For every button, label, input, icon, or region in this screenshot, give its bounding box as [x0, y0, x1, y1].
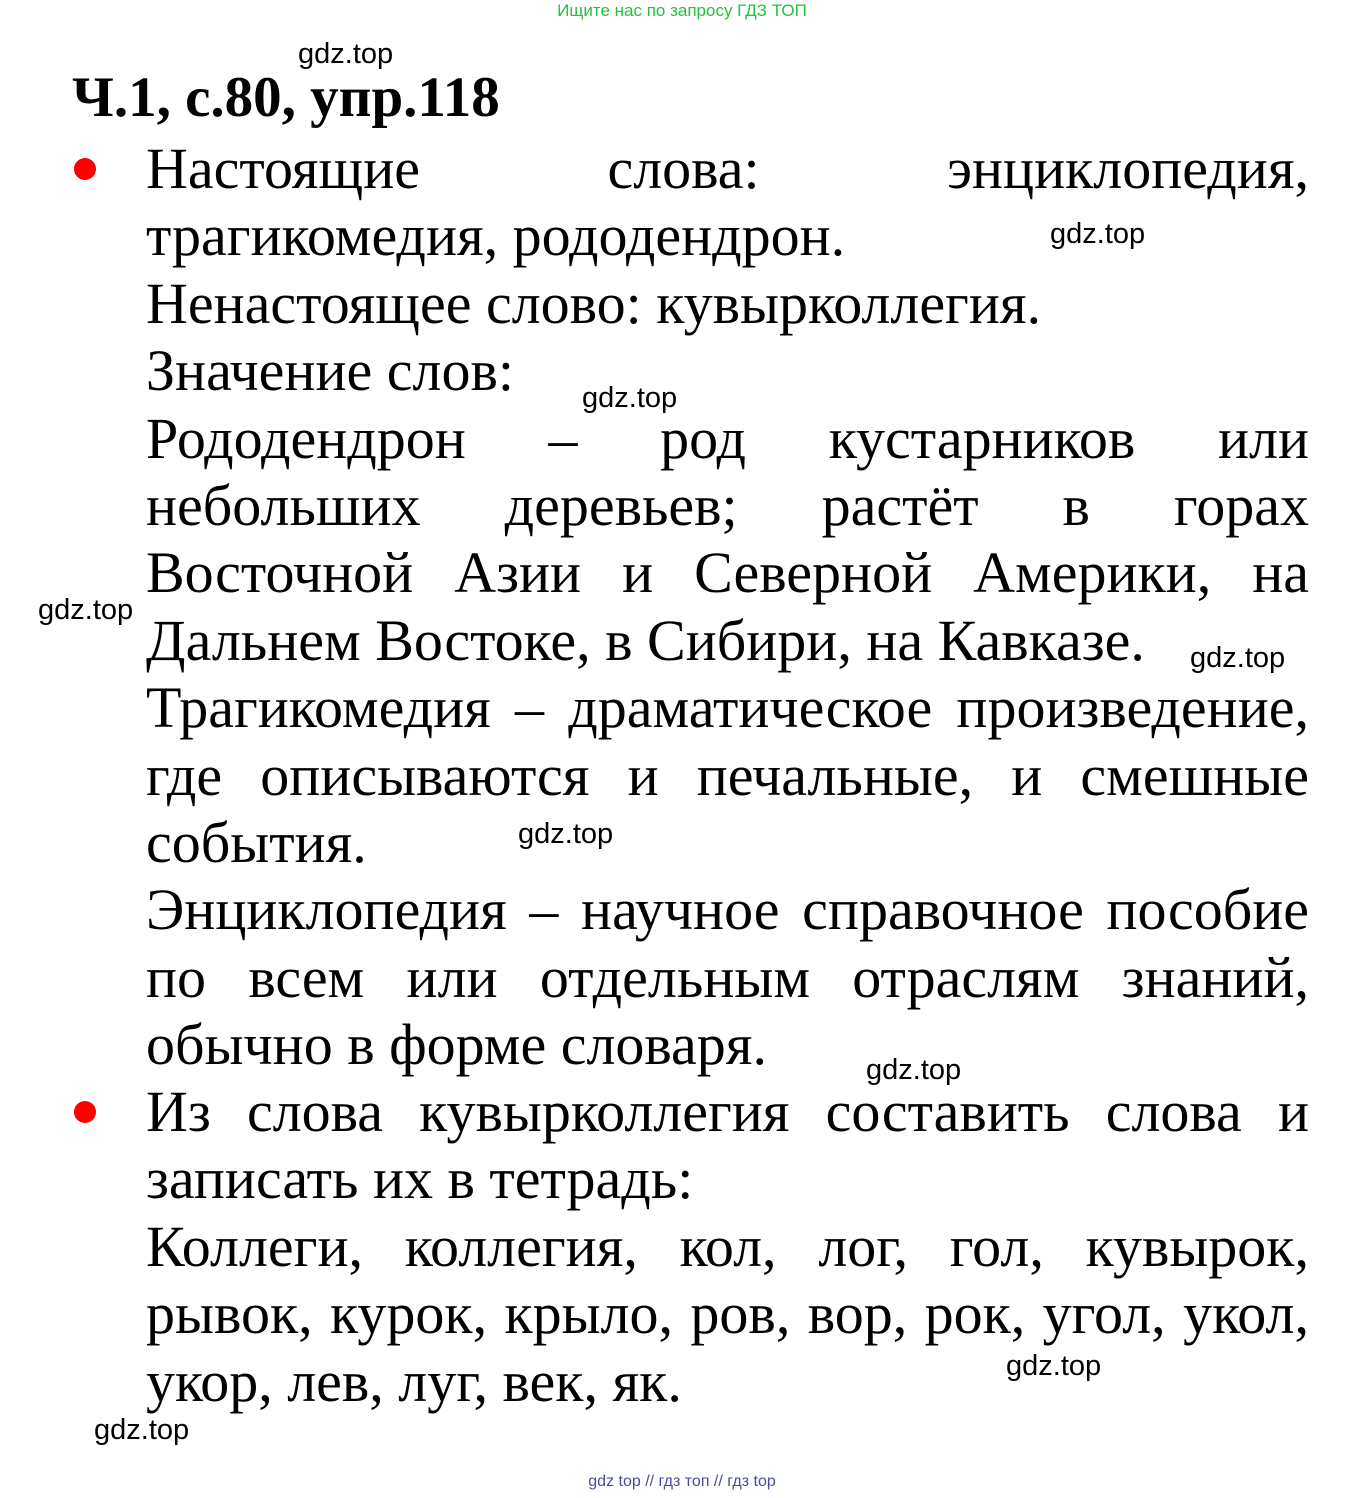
- answer-section-1: [146, 135, 1309, 1079]
- bullet-icon: [74, 1101, 96, 1123]
- watermark: gdz.top: [582, 382, 678, 414]
- task-paragraph: Из слова кувырколлегия составить слова и записать их в тетрадь:: [146, 1079, 1309, 1212]
- real-words-paragraph: Настоящие слова: энциклопедия, трагикомедия, рододендрон.: [146, 136, 1309, 269]
- footer-links: gdz top // гдз топ // гдз top: [588, 1473, 776, 1490]
- rhododendron-definition: Рододендрон – род кустарников или небольших деревьев; растёт в горах Восточной Азии и Северной Америки, на Дальнем Востоке, в Сибири, на Кавказе.: [146, 405, 1309, 673]
- exercise-title: Ч.1, с.80, упр.118: [72, 66, 500, 129]
- meanings-heading: Значение слов:: [146, 338, 514, 404]
- answer-section-2: [146, 1078, 1309, 1415]
- watermark: gdz.top: [518, 818, 614, 850]
- watermark: gdz.top: [866, 1054, 962, 1086]
- bullet-icon: [74, 158, 96, 180]
- tragicomedy-definition: Трагикомедия – драматическое произведение, где описываются и печальные, и смешные события.: [146, 675, 1309, 876]
- fake-word-paragraph: Ненастоящее слово: кувырколлегия.: [146, 270, 1042, 336]
- watermark: gdz.top: [38, 594, 134, 626]
- watermark: gdz.top: [94, 1414, 190, 1446]
- word-list-paragraph: Коллеги, коллегия, кол, лог, гол, кувырок, рывок, курок, крыло, ров, вор, рок, угол, укол, укор, лев, луг, век, як.: [146, 1213, 1309, 1414]
- watermark: gdz.top: [1050, 218, 1146, 250]
- watermark: gdz.top: [1006, 1350, 1102, 1382]
- encyclopedia-definition: Энциклопедия – научное справочное пособие по всем или отдельным отраслям знаний, обычно в форме словаря.: [146, 877, 1309, 1078]
- top-banner: Ищите нас по запросу ГДЗ ТОП: [557, 1, 807, 20]
- watermark: gdz.top: [298, 38, 394, 70]
- watermark: gdz.top: [1190, 642, 1286, 674]
